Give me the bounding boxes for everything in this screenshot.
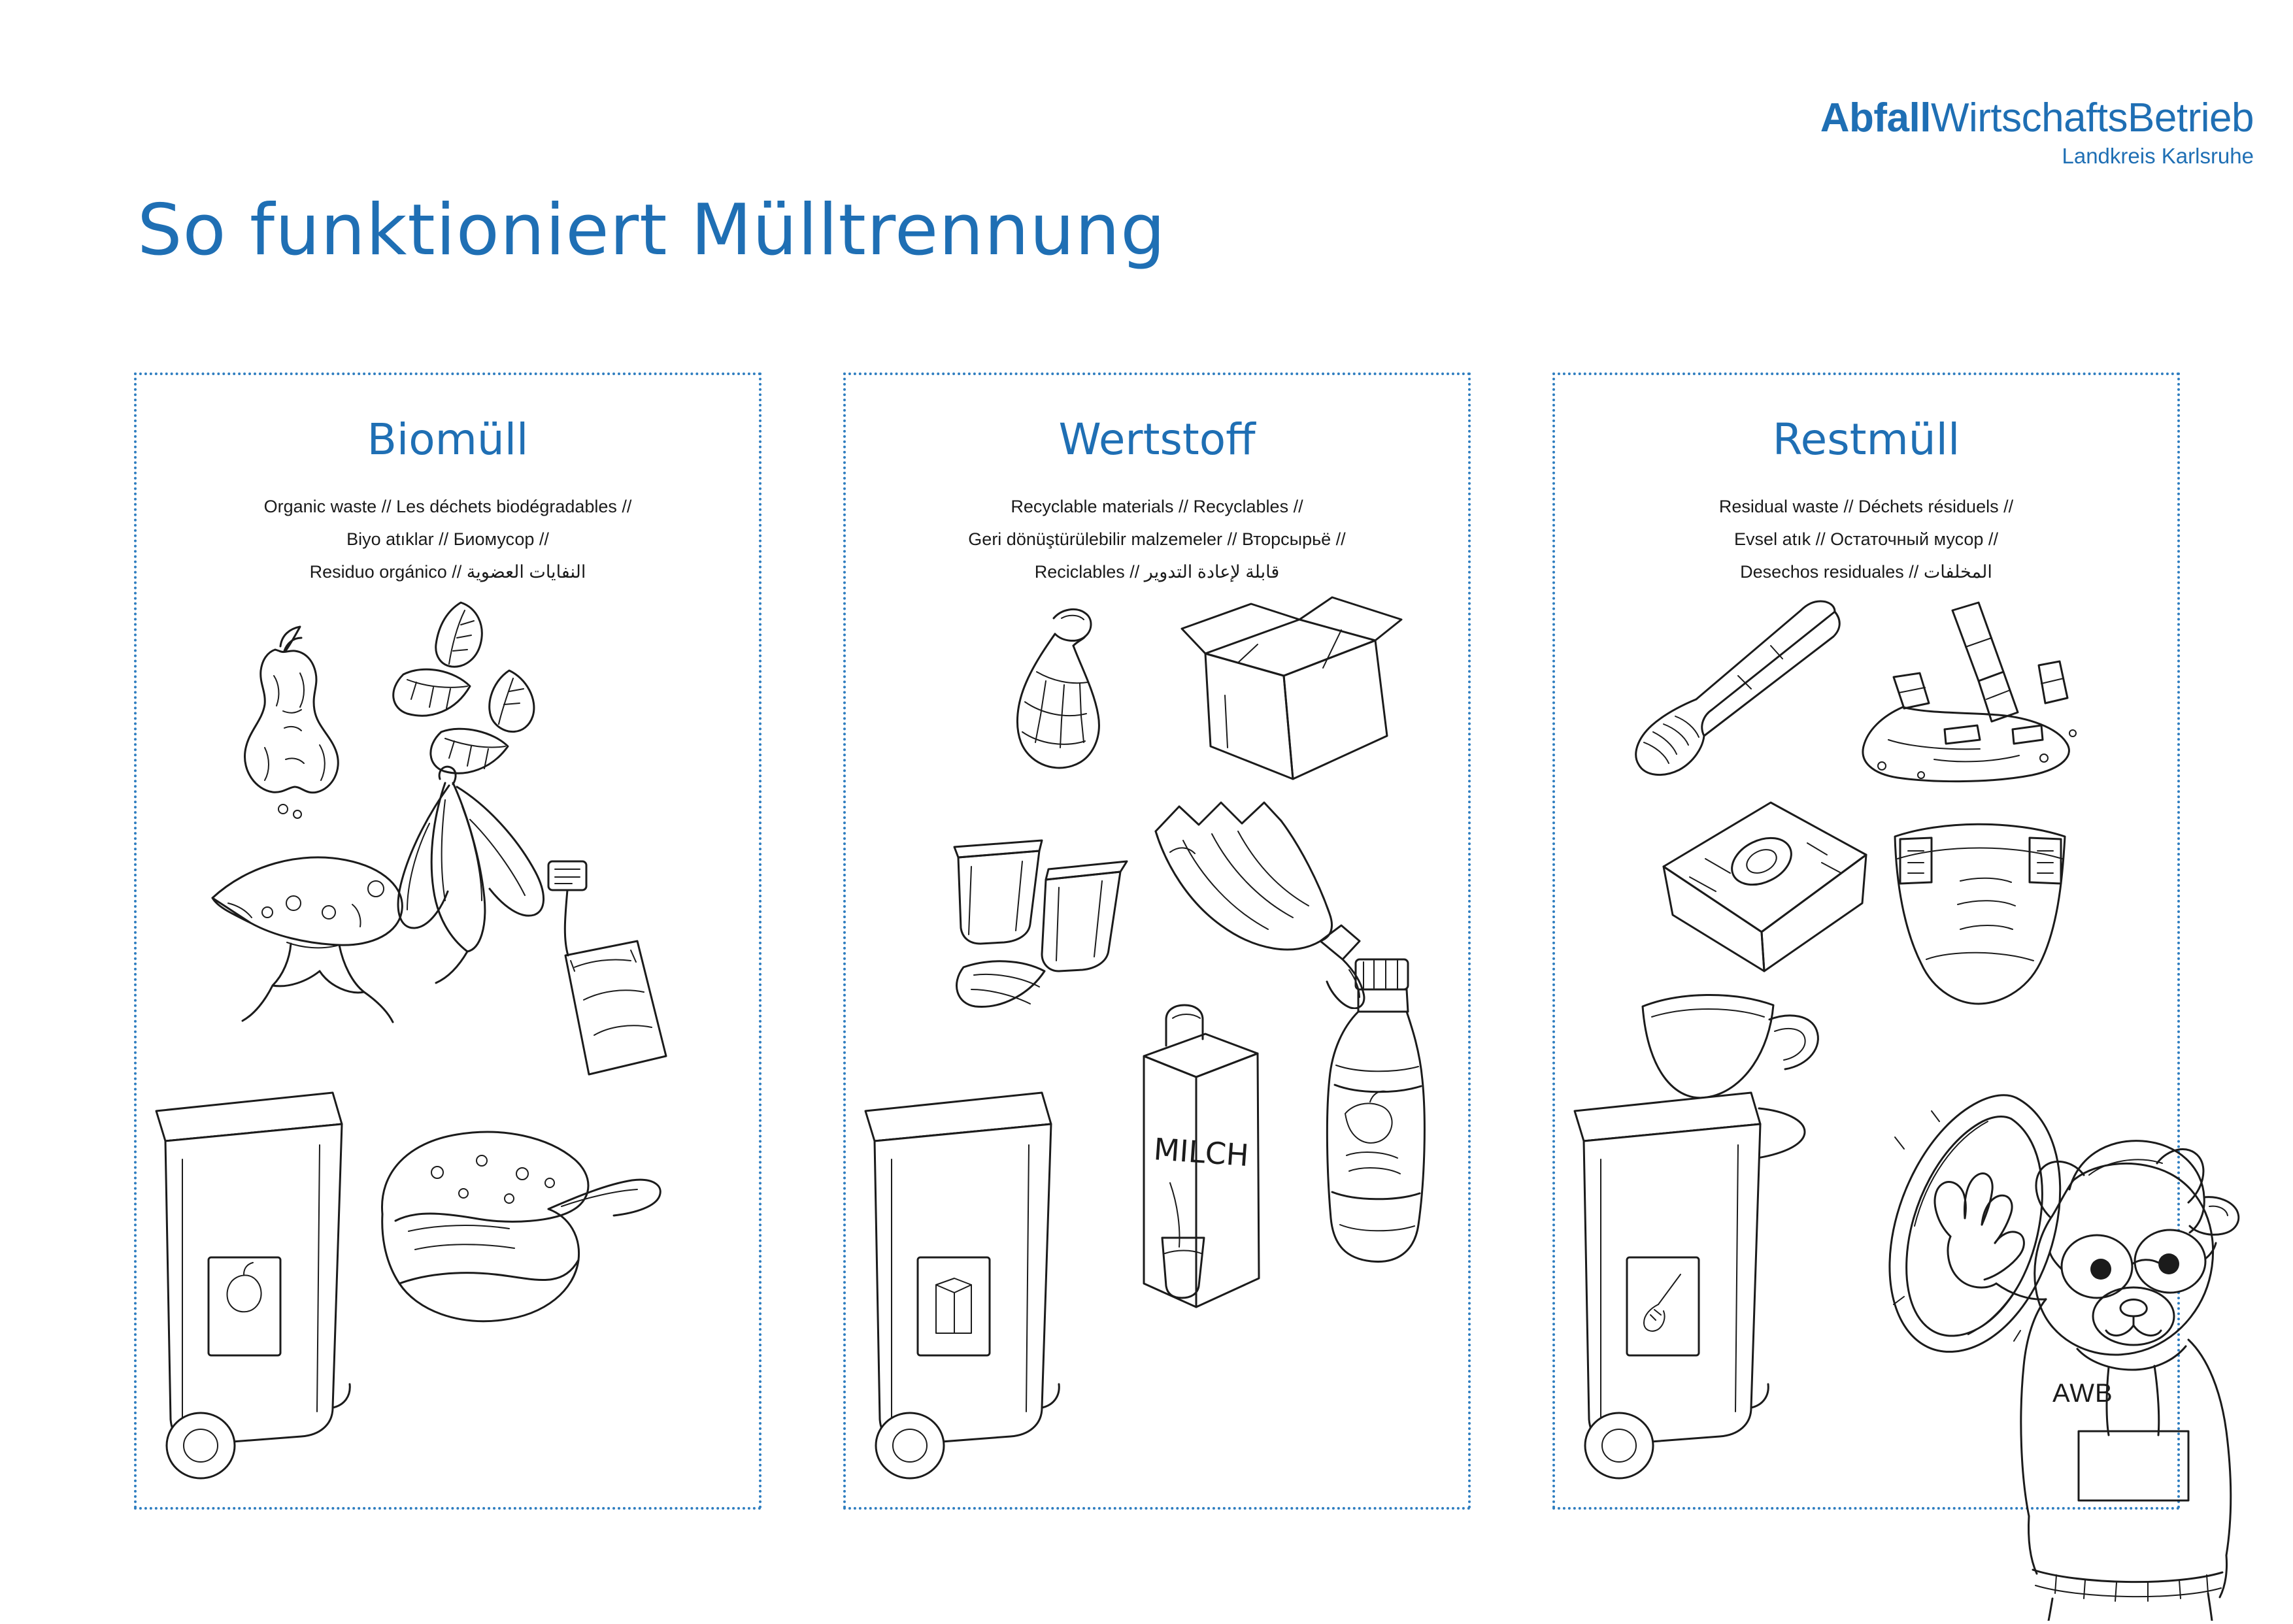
category-translations-restmuell (1555, 491, 2177, 589)
brand-logo (1820, 95, 2254, 168)
tea-bag-illustration (503, 846, 699, 1081)
translation-line: Residuo orgánico // النفايات العضوية (309, 561, 586, 582)
awb-bear-mascot (1881, 1098, 2286, 1621)
category-title-biomuell: Biomüll (367, 414, 529, 465)
logo-subtitle: Landkreis Karlsruhe (2062, 144, 2254, 168)
translation-line: Residual waste // Déchets résiduels // (1718, 497, 2014, 516)
cardboard-box-illustration (1160, 591, 1434, 800)
fish-bone-illustration (189, 826, 463, 1035)
translation-line: Reciclables // قابلة لإعادة التدوير (1034, 561, 1280, 582)
mascot-hoodie-label: AWB (2052, 1379, 2113, 1408)
category-title-wertstoff: Wertstoff (1058, 414, 1256, 465)
logo-wordmark-light-2: Betrieb (2128, 95, 2254, 141)
category-title-restmuell: Restmüll (1772, 414, 1960, 465)
diaper-illustration (1869, 800, 2104, 1035)
toothbrush-illustration (1581, 597, 1856, 793)
residual-waste-bin (1535, 1042, 1875, 1499)
illustrations-wertstoff (846, 591, 1468, 1506)
translation-line: Geri dönüştürülebilir malzemeler // Вторсырьё // (968, 529, 1346, 549)
translation-line: Biyo atıklar // Биомусор // (346, 529, 549, 549)
category-panel-wertstoff (843, 373, 1471, 1510)
plastic-bottle-illustration (1290, 944, 1499, 1310)
logo-wordmark-light-1: Wirtschafts (1930, 95, 2128, 141)
logo-wordmark (1820, 95, 2254, 141)
apple-core-illustration (202, 623, 372, 839)
translation-line: Evsel atık // Остаточный мусор // (1734, 529, 1998, 549)
translation-line: Desechos residuales // المخلفات (1740, 561, 1992, 582)
translation-line: Recyclable materials // Recyclables // (1011, 497, 1303, 516)
bio-waste-bin (117, 1042, 457, 1499)
cigarette-butts-illustration (1816, 591, 2130, 813)
translation-line: Organic waste // Les déchets biodégradables // (263, 497, 632, 516)
milk-carton-label: MILCH (1152, 1131, 1250, 1174)
category-panel-biomuell (134, 373, 762, 1510)
illustrations-biomuell (137, 591, 759, 1506)
category-translations-wertstoff (846, 491, 1468, 589)
category-translations-biomuell (137, 491, 759, 589)
vacuum-cleaner-bag-illustration (1633, 780, 1895, 996)
recyclables-bin (826, 1042, 1166, 1499)
page-title: So funktioniert Mülltrennung (137, 190, 1166, 271)
logo-wordmark-bold: Abfall (1820, 95, 1931, 141)
